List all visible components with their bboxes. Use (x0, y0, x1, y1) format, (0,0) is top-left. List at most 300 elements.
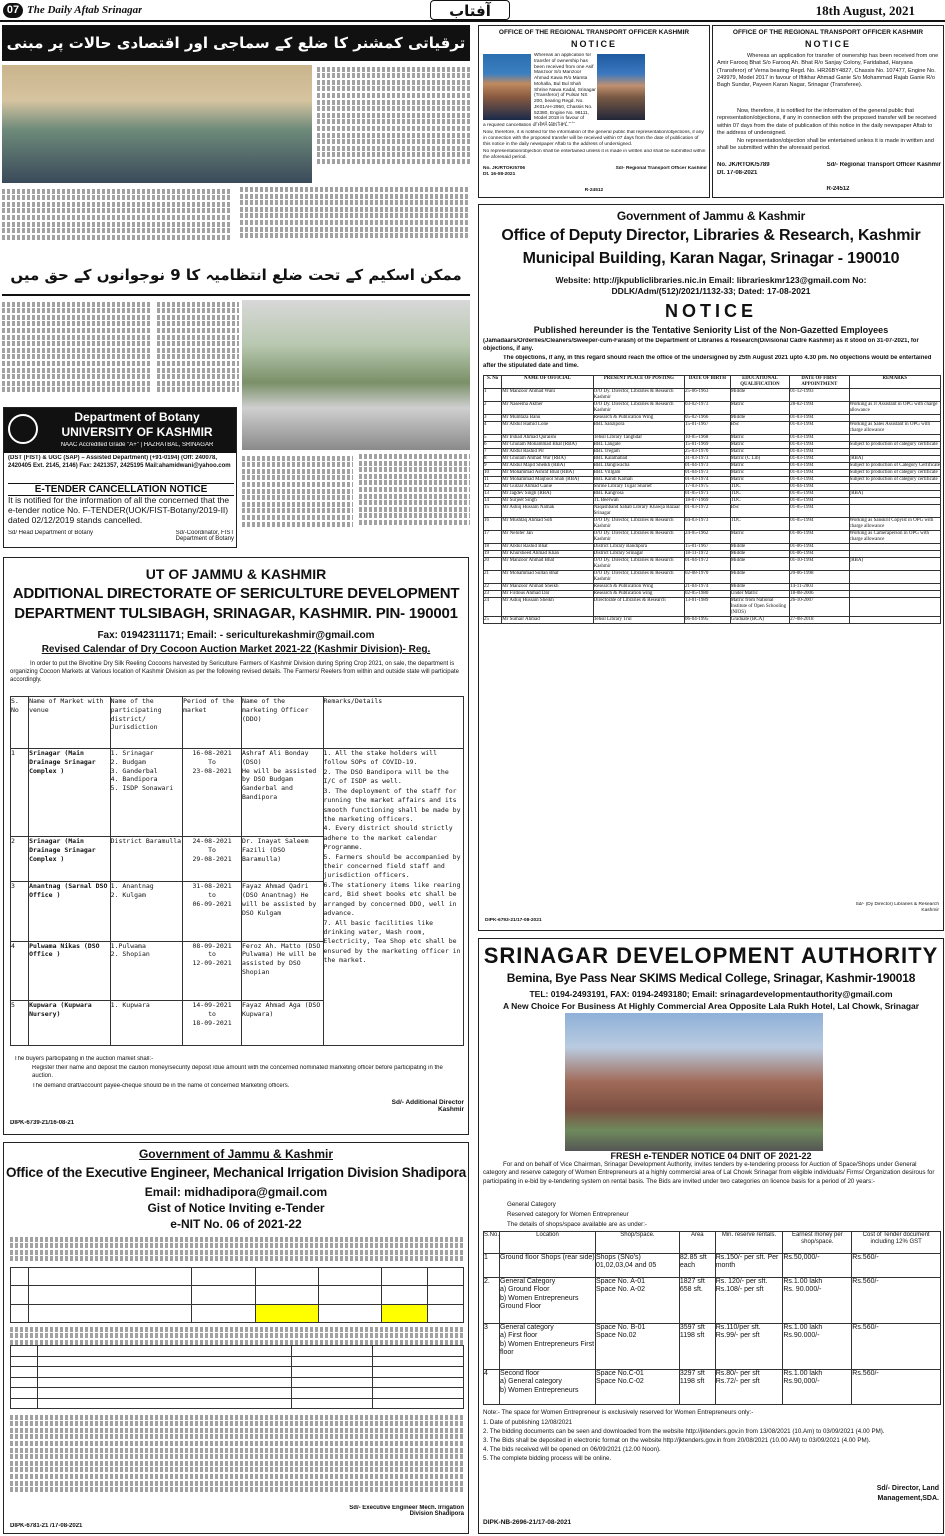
table-cell: Subject to production of category certificate (849, 441, 940, 448)
table-cell: Mr Khursheed Ahmad Khan (502, 550, 593, 557)
sda-notice-title: FRESH e-TENDER NOTICE 04 DNIT OF 2021-22 (610, 1151, 812, 1159)
table-cell: 1827 sft 658 sft. (679, 1277, 715, 1323)
table-header-cell: REMARKS (849, 376, 940, 389)
irr-body-2 (10, 1325, 464, 1345)
table-cell: 22 (484, 583, 502, 590)
table-cell: 1 (484, 388, 502, 401)
table-cell: 01-05-1971 (685, 490, 731, 497)
table-cell: 01-06-1994 (790, 550, 849, 557)
masthead-logo: آفتاب (430, 0, 510, 20)
botany-title: E-TENDER CANCELLATION NOTICE (8, 483, 234, 496)
table-cell: 28-02-1994 (790, 401, 849, 414)
table-cell: Middle (730, 543, 789, 550)
table-row (484, 590, 941, 597)
table-row (484, 557, 941, 570)
table-cell: TDC (730, 517, 789, 530)
table-cell: 7 (484, 448, 502, 455)
table-cell: 01-04-1973 (685, 462, 731, 469)
table-cell: Mr Naseema Akther (502, 401, 593, 414)
table-row (484, 543, 941, 550)
irrigation-notice (3, 1142, 469, 1534)
libraries-notice (478, 204, 944, 931)
table-cell: 08-09-2021 to 12-09-2021 (183, 941, 242, 1000)
table-header-cell: Name of the participating district/ Jurisdiction (110, 697, 182, 749)
table-cell (849, 597, 940, 616)
table-row (484, 550, 941, 557)
rto1-date: Dt. 16-08-2021 (483, 172, 516, 177)
sda-sign: Sd/- Director, Land Management,SDA. (876, 1485, 939, 1502)
table-cell: BSc (730, 504, 789, 517)
table-cell: 2. (484, 1277, 500, 1323)
rto1-body4: No representation/objection shall be entertained unless it is made in written and shall be submitted within the aforesaid period. (483, 149, 706, 160)
seri-sign: Sd/- Additional Director Kashmir (391, 1099, 464, 1113)
table-cell: Matric (730, 441, 789, 448)
table-cell (849, 550, 940, 557)
table-cell: 18-08-2006 (790, 590, 849, 597)
rto2-body3: No representation/objection shall be entertained unless it is made in written and shall be submitted within the aforesaid period. (717, 138, 934, 152)
irr-sign: Sd/- Executive Engineer Mech. Irrigation Division Shadipora (349, 1505, 464, 1517)
sda-details: The details of shops/space available are as under:- (507, 1221, 647, 1228)
table-cell: 21-04-1974 (685, 583, 731, 590)
rto1-body2: a required cancellation of HPA with HFL. (483, 123, 569, 128)
table-cell: 3 (484, 1323, 500, 1369)
table-cell: 01-05-1994 (790, 497, 849, 504)
table-cell: 01-04-1994 (790, 483, 849, 490)
table-header-cell: PRESENT PLACE OF POSTING (593, 376, 684, 389)
table-cell: Mr Firdous Ahmad Dar (502, 590, 593, 597)
table-cell (849, 414, 940, 421)
table-header-cell: DATE OF BIRTH (685, 376, 731, 389)
table-cell: Mr Manzoor Ahmad Sheikh (502, 583, 593, 590)
table-cell: 24-05-1962 (685, 530, 731, 543)
table-cell (849, 543, 940, 550)
table-cell: 02-05-1980 (685, 590, 731, 597)
table-cell: District Library Srinagar (593, 550, 684, 557)
table-cell: Research & Publication Wing (593, 414, 684, 421)
sda-contact: TEL: 0194-2493191, FAX: 0194-2493180; Email: srinagardevelopmentauthority@gmail.com (529, 989, 893, 999)
table-cell: Subject to production of category certificate (849, 469, 940, 476)
table-cell (849, 497, 940, 504)
table-cell: TDC (730, 497, 789, 504)
table-cell (849, 583, 940, 590)
seri-intro: In order to put the Bivoltine Dry Silk Reeling Cocoons harvested by Sericulture Farmers of Kashmir Division during Spring Crop 2021, on sale, the department is organizing Cocoon Markets at Various location of Kashmir Division as per the following revised details. The Farmers/ Reelers from within and outside state will participate accordingly. (10, 661, 459, 684)
table-cell: Srinagar (Main Drainage Srinagar Complex ) (29, 749, 111, 837)
table-cell: 31-08-2021 to 06-09-2021 (183, 882, 242, 941)
shop-space-table (483, 1231, 941, 1405)
rto2-sign: Sd/- Regional Transport Officer Kashmir (826, 162, 941, 168)
table-cell: BBL Villgam (593, 469, 684, 476)
table-row (484, 504, 941, 517)
table-row (484, 483, 941, 490)
table-cell: BBL Dangiwacha (593, 462, 684, 469)
table-header-cell: Min. reserve rentals. (715, 1232, 783, 1254)
table-cell: Space No.C-01 Space No.C-02 (595, 1370, 679, 1405)
urdu-text-2b (157, 300, 239, 410)
botany-uni: UNIVERSITY OF KASHMIR (61, 425, 213, 439)
table-cell: BBL Kalamabad (593, 455, 684, 462)
table-cell: Middle (730, 388, 789, 401)
rto1-body3: Now, therefore, it is notified for the information of the general public that representation/objections, if any in connection with the proposed transfer will be received within 07 days from the date of publication of this notice in the daily newspaper Aftab to the address of undersigned. (483, 130, 704, 147)
table-cell: 12 (484, 483, 502, 490)
table-cell: 4 (484, 421, 502, 434)
rto2-ref: No. JK/RTOK/5789 (717, 162, 770, 168)
urdu-text-2a (2, 300, 152, 410)
seri-f2: The demand draft/account payee-cheque should be in the name of concerned Marketing officers. (32, 1083, 290, 1089)
table-cell: 01-03-1994 (790, 462, 849, 469)
table-cell: 14-09-2021 to 18-09-2021 (183, 1000, 242, 1045)
table-cell: BBL Sanzipora (593, 421, 684, 434)
list-item: 1. Date of publishing 12/08/2021 (483, 1419, 573, 1426)
sda-items (483, 1419, 939, 1464)
lib-address: Municipal Building, Karan Nagar, Srinagar - 190010 (522, 250, 900, 267)
table-cell: Tehsil Library Trul (593, 616, 684, 623)
table-header-cell: Cost of Tender document including 12% GST (852, 1232, 941, 1254)
table-cell: Mr Gulzar Ahmad Ganie (502, 483, 593, 490)
table-cell: Middle (730, 550, 789, 557)
list-item: 5. The complete bidding process will be online. (483, 1454, 612, 1462)
table-cell: Rs.50,000/- (783, 1254, 852, 1278)
table-cell: 05-02-1966 (685, 414, 731, 421)
table-cell: 01-03-1994 (790, 441, 849, 448)
table-cell: Mr Mohammad Maqbool Shah (RBA) (502, 476, 593, 483)
table-cell: Rs.560/- (852, 1370, 941, 1405)
table-cell: 13-01-1989 (685, 597, 731, 616)
table-cell: Mr Abdul Rashid Bhat (502, 543, 593, 550)
table-cell: 01-03-1994 (790, 434, 849, 441)
table-cell (849, 616, 940, 623)
university-seal (8, 414, 38, 444)
table-cell: 25 (484, 616, 502, 623)
table-cell: Mr Ghulam Mohammad Bhat (RBA) (502, 441, 593, 448)
table-cell: 82.85 sft each (679, 1254, 715, 1278)
table-cell: 3 (11, 882, 29, 941)
table-cell: Second floor a) General category b) Women Entrepreneurs (500, 1370, 596, 1405)
seniority-table (483, 375, 941, 895)
table-cell: Matric (730, 462, 789, 469)
lib-sign: Sd/- (Dy Director) Libraries & Research Kashmir (855, 902, 939, 913)
table-cell: (RBA) (849, 490, 940, 497)
table-cell: Mr Nelofer Jan (502, 530, 593, 543)
table-header-cell: Shop/Space. (595, 1232, 679, 1254)
table-cell: Working as Sales Assistant in OPG with charge allowance (849, 421, 940, 434)
table-row (484, 476, 941, 483)
table-row (484, 469, 941, 476)
rto1-body: Whereas an application for transfer of ownership has been received from one Asif Manzoor S/o Manzoor Ahmad Kawa R/o Mamta Mohalla, Bul Bul Shah Shrine Nawa Kadal, Srinagar (Transferor) of Pulsar NS 200, bearing Regd. No. JK01AH-2950, Chassis No. 52380, Engine No. 96111, Model 2018 in favour of (534, 53, 596, 122)
lib-web: Website: http://jkpubliclibraries.nic.in Email: librarieskmr123@gmail.com No: DDLK/Adm/(512)/2021/1132-33; Dated: 17-08-2021 (555, 275, 867, 296)
table-cell: 06-04-1995 (685, 616, 731, 623)
table-cell: Fayaz Ahmad Aga (DSO Kupwara) (241, 1000, 323, 1045)
table-row (484, 583, 941, 590)
table-row (484, 1370, 941, 1405)
table-cell: 18-11-1972 (685, 550, 731, 557)
table-cell: Ashraf Ali Bonday (DSO) He will be assisted by DSO Budgam Ganderbal and Bandipora (241, 749, 323, 837)
sda-tagline: A New Choice For Business At Highly Commercial Area Opposite Lala Rukh Hotel, Lal Chowk, Srinagar (502, 1001, 920, 1011)
table-cell: 01-03-1994 (790, 448, 849, 455)
table-cell (849, 590, 940, 597)
table-cell: 01-04-1973 (685, 469, 731, 476)
table-cell: O/O Dy. Director, Libraries & Research Kashmir (593, 570, 684, 583)
table-cell: Graduate (BCA) (730, 616, 789, 623)
table-header-cell: Location (500, 1232, 596, 1254)
table-cell: Working as Cameraperson in OPG with charge allowance (849, 530, 940, 543)
urdu-text-1b (2, 187, 470, 251)
table-cell: General category a) First floor b) Women Entrepreneurs First floor (500, 1323, 596, 1369)
rto1-ref: No. JK/RTOK/5706 (483, 166, 526, 171)
table-cell: Naqashband Sahab Library Khawja Bazaar Srinagar (593, 504, 684, 517)
irr-body-3 (10, 1413, 464, 1505)
table-header-cell: Name of Market with venue (29, 697, 111, 749)
table-row (484, 462, 941, 469)
table-cell: Srinagar (Main Drainage Srinagar Complex ) (29, 837, 111, 882)
table-cell: 1 (484, 1254, 500, 1278)
rto2-body2: Now, therefore, it is notified for the information of the general public that representation/objections, if any in connection with the proposed transfer will be received within 07 days from the date of publication of this notice in the daily newspaper Aftab to the address of undersigned. (717, 108, 937, 136)
table-cell: BSc (730, 421, 789, 434)
botany-sign-left: Sd/ Head Department of Botany (8, 530, 94, 536)
botany-notice (3, 407, 237, 548)
table-row (484, 497, 941, 504)
table-header-cell: S. No (11, 697, 29, 749)
seri-contact: Fax: 01942311171; Email: - sericulturekashmir@gmail.com (97, 630, 375, 641)
table-row (484, 414, 941, 421)
table-cell: Middle (730, 557, 789, 570)
table-header-cell: DATE OF FIRST APPOINTMENT (790, 376, 849, 389)
rto2-office: OFFICE OF THE REGIONAL TRANSPORT OFFICER KASHMIR (732, 29, 924, 36)
table-cell: Space No. B-01 Space No.02 (595, 1323, 679, 1369)
table-row (484, 448, 941, 455)
seri-ut: UT OF JAMMU & KASHMIR (145, 566, 327, 582)
table-cell: 01-03-1994 (790, 421, 849, 434)
table-cell: 3 (484, 414, 502, 421)
table-cell: BBL Kandi Karnah (593, 476, 684, 483)
table-cell: Matric from National Institute of Open Schooling (NIOS) (730, 597, 789, 616)
table-cell: Mr Manzoor Ahmad Bhat (502, 557, 593, 570)
table-cell: Rs.560/- (852, 1277, 941, 1323)
table-header-cell: Period of the market (183, 697, 242, 749)
table-cell: Anantnag (Sarnal DSO Office ) (29, 882, 111, 941)
table-cell: 31-03-1973 (685, 455, 731, 462)
table-cell: General Category a) Ground Floor b) Women Entrepreneurs Ground Floor (500, 1277, 596, 1323)
table-cell: 15-01-1969 (685, 441, 731, 448)
table-cell (849, 448, 940, 455)
table-cell: Subject to production of category certificate (849, 476, 940, 483)
table-cell: 21 (484, 570, 502, 583)
table-cell: Rs. 120/- per sft. Rs.108/- per sft (715, 1277, 783, 1323)
seri-f1: Register their name and deposit the caution money/security deposit /due amount with the concerned nominated marketing officer before participating in the auction. (32, 1065, 443, 1079)
table-cell: 3597 sft 1198 sft (679, 1323, 715, 1369)
table-cell: Shops (SNo's) 01,02,03,04 and 05 (595, 1254, 679, 1278)
irr-nit: e-NIT No. 06 of 2021-22 (170, 1217, 302, 1231)
lib-title: NOTICE (664, 301, 757, 321)
table-cell: Subject to production of Category Certificate (849, 462, 940, 468)
rto1-body-right (647, 53, 707, 123)
photo-vehicles-handover (242, 300, 470, 450)
table-cell: O/O Dy. Director, Libraries & Research Kashmir (593, 388, 684, 401)
table-cell: 01-05-1994 (790, 504, 849, 517)
sda-notice (478, 938, 944, 1534)
table-header-cell: S.No. (484, 1232, 500, 1254)
irr-email: Email: midhadipora@gmail.com (144, 1185, 328, 1199)
table-cell: Ground floor Shops (rear side) (500, 1254, 596, 1278)
table-header-cell: S. No (484, 376, 502, 389)
table-cell: Research & Publication wing (593, 590, 684, 597)
table-header-cell: Earnest money per shop/space. (783, 1232, 852, 1254)
table-cell: Rs.110/per sft. Rs.99/- per sft (715, 1323, 783, 1369)
table-row (484, 570, 941, 583)
page-number: 07 (3, 3, 23, 18)
urdu-headline-2: ممکن اسکیم کے تحت ضلع انتظامیہ کا 9 نوجوانوں کے حق میں (2, 254, 470, 296)
table-cell: Matric (C Lib) (730, 455, 789, 462)
table-cell: 02-08-1970 (685, 570, 731, 583)
table-cell: 04-03-1973 (685, 517, 731, 530)
table-cell: 01-05-1994 (790, 517, 849, 530)
table-row (484, 517, 941, 530)
urdu-text-1 (317, 65, 470, 185)
botany-header (4, 408, 236, 453)
botany-sign-right: Sd/-Coordinator, FIST Department of Botany (175, 530, 234, 542)
rto2-body: Whereas an application for transfer of ownership has been received from one Amir Farooq Bhat S/o Farooq Ah. Bhat R/o Sanjay Colony, Faridabad, Haryana (Transferor) of Verna bearing Regd. No. HR26BY4827, Chassis No. 107477, Engine No. 249979, Model 2017 in favour of Iftikhar Ahmad Ganie S/o Mohammad Rajab Ganie R/o Bagh Sundar, Payeen Karan Nagar, Srinagar (Transferee). (717, 53, 939, 89)
table-cell: 20 (484, 557, 502, 570)
cocoon-table (10, 696, 464, 1046)
rto1-sign: Sd/- Regional Transport Officer Kashmir (615, 166, 707, 171)
lib-obj: The objections, if any, in this regard should reach the office of the undersigned by 25th August 2021 upto 4.30 pm. No objections would be entertained after the stipulated date and time. (483, 355, 932, 369)
table-cell (849, 570, 940, 583)
table-cell: 14 (484, 497, 502, 504)
table-cell: (RBA) (849, 455, 940, 462)
table-cell: 17 (484, 530, 502, 543)
table-cell: 15-01-1967 (685, 421, 731, 434)
table-cell: 01-06-1994 (790, 543, 849, 550)
table-row (484, 421, 941, 434)
table-cell: 24-08-2021 To 29-08-2021 (183, 837, 242, 882)
table-row (484, 1277, 941, 1323)
table-cell: 19 (484, 550, 502, 557)
table-cell: 03-02-1973 (685, 401, 731, 414)
table-cell (849, 388, 940, 401)
lib-code: DIPK-6793-21/17-08-2021 (485, 918, 542, 923)
table-cell (849, 504, 940, 517)
table-cell: 11 (484, 476, 502, 483)
table-cell: O/O Dy. Director, Libraries & Research Kashmir (593, 401, 684, 414)
table-cell: Feroz Ah. Matto (DSO Pulwama) He will be assisted by DSO Shopian (241, 941, 323, 1000)
table-cell: Rs.1.00 lakh Rs.90,000/- (783, 1370, 852, 1405)
table-cell-remarks: 1. All the stake holders will follow SOPs of COVID-19. 2. The DSO Bandipora will be the I/C of ISDP as well. 3. The deployment of the staff for running the market affairs and its smooth functioning shall be made by the marketing officers. 4. Every district should strictly adhere to the market calendar Programme. 5. Farmers should be accompanied by their concerned field staff and jurisdiction officers. 6.The stationery items like rearing card, Bid sheet books etc shall be arranged by concerned DDO, well in advance. 7. All basic facilities like drinking water, Wash room, Electricity, Tea Shop etc shall be ensured by the marketing officer in the market. (323, 749, 463, 1046)
irr-gov: Government of Jammu & Kashmir (138, 1147, 334, 1161)
table-cell: 6 (484, 441, 502, 448)
table-cell: (RBA) (849, 557, 940, 570)
table-cell: 25-06-1963 (685, 388, 731, 401)
table-cell: Mr Mumtaza Banu (502, 414, 593, 421)
seri-code: DIPK-6739-21/16-08-21 (10, 1120, 75, 1126)
table-cell: TDC (730, 490, 789, 497)
masthead (0, 0, 945, 22)
table-cell: Matric (730, 469, 789, 476)
rto-notice-1 (478, 25, 710, 198)
seri-calendar: Revised Calendar of Dry Cocoon Auction Market 2021-22 (Kashmir Division)- Reg. (41, 644, 431, 655)
issue-date: 18th August, 2021 (815, 3, 915, 18)
botany-body: It is notified for the information of all the concerned that the e-tender notice No. F-TENDER(UOK/FIST-Botany/2019-II) dated 02/12/2019 stands cancelled. (8, 496, 230, 525)
table-cell: Matric (730, 448, 789, 455)
table-cell: 14-11-2003 (790, 583, 849, 590)
table-cell (849, 434, 940, 441)
photo-sda-building (565, 1013, 823, 1151)
table-cell: Shrine Library Tujjar Sharief (593, 483, 684, 490)
rto1-photo-1 (483, 54, 531, 120)
table-header-cell: Name of the marketing Officer (DDO) (241, 697, 323, 749)
lib-pub: Published hereunder is the Tentative Seniority List of the Non-Gazetted Employees (533, 325, 889, 335)
table-cell: 01-05-1994 (790, 490, 849, 497)
lib-sub: (Jamadaars/Orderlies/Cleaners/Sweeper-cum-Farash) of the Department of Libraries & Research(Divisional Cadre Kashmir) as it stood on 31-07-2021, for objections, if any. (483, 338, 919, 352)
table-cell: 5 (11, 1000, 29, 1045)
table-cell: 15 (484, 504, 502, 517)
table-cell: Matric (730, 476, 789, 483)
table-cell: 18 (484, 543, 502, 550)
table-cell: 01-06-1994 (790, 530, 849, 543)
table-cell: TL Beerwah (593, 497, 684, 504)
table-cell: Matric (730, 434, 789, 441)
table-cell: 4 (11, 941, 29, 1000)
table-cell: 01-03-1994 (790, 414, 849, 421)
irr-office: Office of the Executive Engineer, Mechanical Irrigation Division Shadipora (5, 1165, 467, 1180)
table-cell: Research & Publication Wing (593, 583, 684, 590)
table-cell: 1 (11, 749, 29, 837)
table-cell: 13 (484, 490, 502, 497)
table-cell: Mr Surjeet Singh (502, 497, 593, 504)
table-cell: Rs.560/- (852, 1323, 941, 1369)
table-cell: 25-03-1970 (685, 448, 731, 455)
table-cell: Mr Ashiq Hussain Sheikh (502, 597, 593, 616)
table-cell: 24 (484, 597, 502, 616)
rto2-date: Dt. 17-08-2021 (717, 170, 758, 176)
table-cell: 1. Kupwara (110, 1000, 182, 1045)
table-cell: Mr Abdul Rashid Pir (502, 448, 593, 455)
table-cell: Space No. A-01 Space No. A-02 (595, 1277, 679, 1323)
table-row (484, 490, 941, 497)
table-cell: 01-03-1994 (790, 469, 849, 476)
table-cell: Mr Mushtaq Ahmad Sofi (502, 517, 593, 530)
table-cell: Mr Irshad Ahmad Quraishi (502, 434, 593, 441)
table-cell: Mr Mohammad Ashraf Bhat (RBA) (502, 469, 593, 476)
table-cell: BBL Langate (593, 441, 684, 448)
sda-note: Note:- The space for Women Entrepreneur is exclusively reserved for Women Entrepreneurs only:- (483, 1409, 754, 1416)
table-cell: Middle (730, 414, 789, 421)
table-header-cell: NAME OF OFFICIAL (502, 376, 593, 389)
table-row (484, 441, 941, 448)
table-cell: 01-03-1972 (685, 504, 731, 517)
rto2-title: NOTICE (804, 39, 851, 49)
table-cell: Mr Mohammad Sultan Bhat (502, 570, 593, 583)
table-header-cell: Remarks/Details (323, 697, 463, 749)
urdu-story-1 (2, 25, 470, 252)
table-cell: 1. Anantnag 2. Kulgam (110, 882, 182, 941)
table-cell: Mr Ghulam Ahmad War (RBA) (502, 455, 593, 462)
table-row (11, 749, 464, 837)
table-cell: 27-08-2018 (790, 616, 849, 623)
botany-contact: (DST (FIST) & UGC (SAP) – Assisted Department) (+91-0194) (Off: 240078, 2420405 Ext. 2145, 2146) Fax: 2421357, 2425195 Mail:ahamidwani@yahoo.com (8, 455, 231, 469)
table-row (484, 530, 941, 543)
table-cell: Middle (730, 570, 789, 583)
table-cell: Tehsil Library Tanghdar (593, 434, 684, 441)
irr-table-1 (10, 1267, 464, 1323)
table-row (484, 616, 941, 623)
botany-dept: Department of Botany (74, 410, 200, 424)
rto1-photo-2 (597, 54, 645, 120)
table-cell: Matric (730, 401, 789, 414)
table-cell: Mr Ashiq Hussain Namak (502, 504, 593, 517)
table-cell: Mr Manzoor Ahmad Wani (502, 388, 593, 401)
table-row (484, 434, 941, 441)
lib-office: Office of Deputy Director, Libraries & Research, Kashmir (501, 227, 921, 244)
table-cell: 16-08-2021 To 23-08-2021 (183, 749, 242, 837)
